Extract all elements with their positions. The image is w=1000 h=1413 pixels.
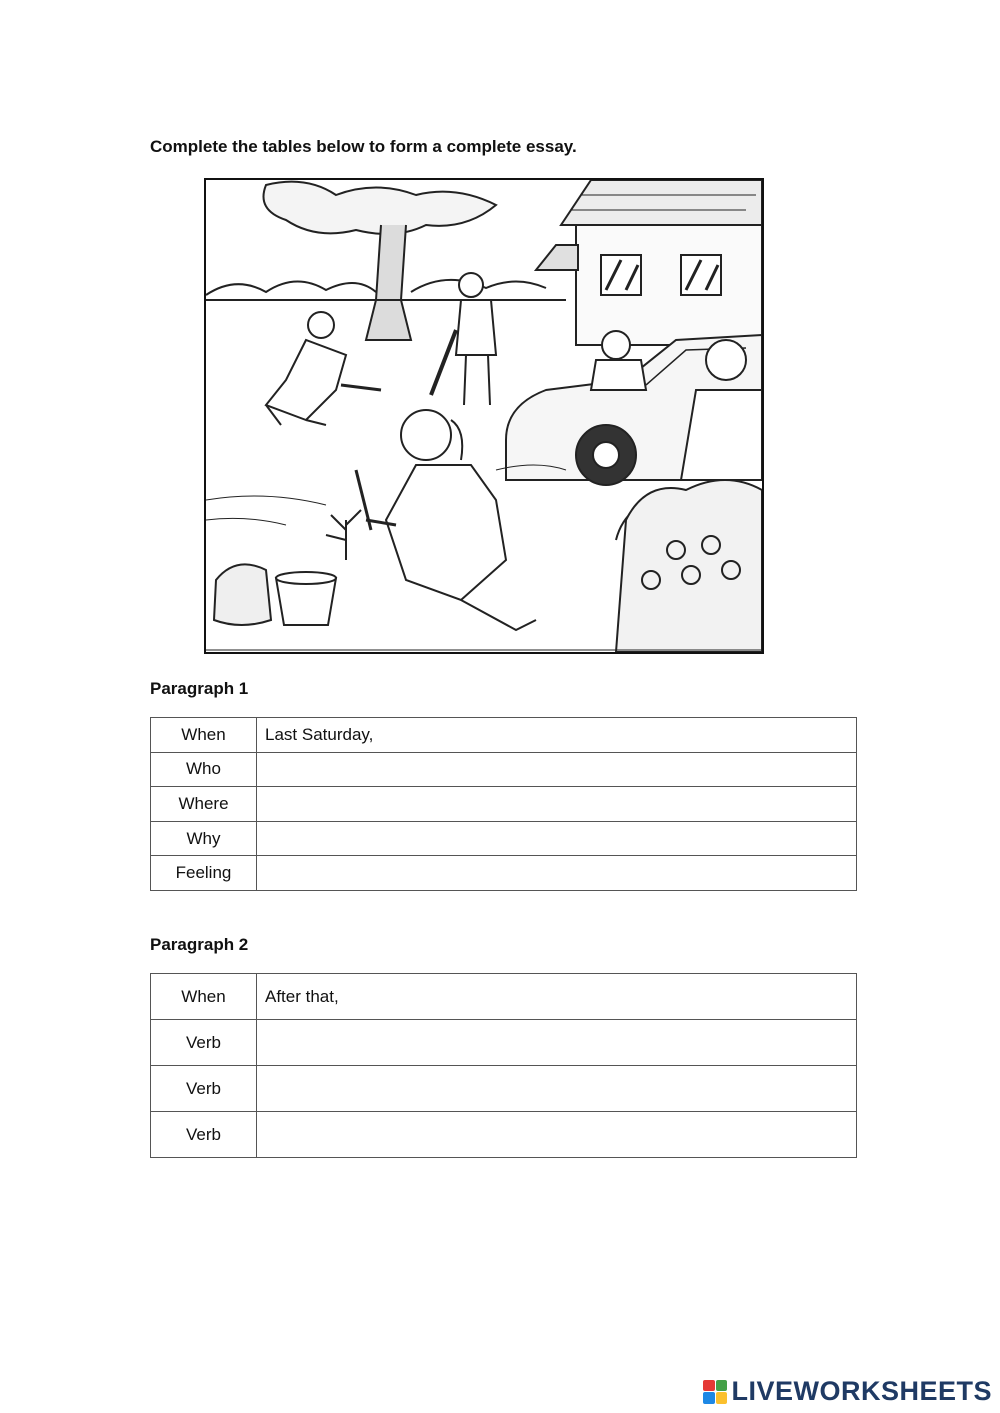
table-row	[151, 821, 857, 856]
answer-cell[interactable]	[257, 821, 857, 856]
paragraph-1-table	[150, 717, 857, 891]
paragraph-1-heading: Paragraph 1	[150, 679, 249, 698]
table-row	[151, 1066, 857, 1112]
table-row	[151, 752, 857, 787]
row-label: Verb	[151, 1066, 257, 1112]
garden-chores-illustration	[204, 178, 764, 654]
instruction-heading: Complete the tables below to form a complete essay.	[150, 137, 577, 156]
table-row	[151, 1020, 857, 1066]
paragraph-2-table	[150, 973, 857, 1158]
answer-cell[interactable]: Last Saturday,	[257, 718, 857, 753]
answer-cell[interactable]	[257, 1020, 857, 1066]
table-row	[151, 718, 857, 753]
answer-cell[interactable]	[257, 787, 857, 822]
row-label: Why	[151, 821, 257, 856]
liveworksheets-logo-icon	[703, 1380, 727, 1404]
row-label: Feeling	[151, 856, 257, 891]
row-label: When	[151, 718, 257, 753]
table-row	[151, 856, 857, 891]
answer-cell[interactable]	[257, 1112, 857, 1158]
answer-cell[interactable]	[257, 1066, 857, 1112]
watermark-text: LIVEWORKSHEETS	[731, 1376, 992, 1406]
table-row	[151, 1112, 857, 1158]
answer-cell[interactable]	[257, 752, 857, 787]
table-row	[151, 974, 857, 1020]
row-label: When	[151, 974, 257, 1020]
row-label: Verb	[151, 1112, 257, 1158]
table-row	[151, 787, 857, 822]
liveworksheets-watermark	[703, 1376, 992, 1407]
row-label: Where	[151, 787, 257, 822]
illustration-svg	[206, 180, 762, 652]
paragraph-2-heading: Paragraph 2	[150, 935, 249, 954]
row-label: Who	[151, 752, 257, 787]
row-label: Verb	[151, 1020, 257, 1066]
answer-cell[interactable]	[257, 856, 857, 891]
answer-cell[interactable]: After that,	[257, 974, 857, 1020]
